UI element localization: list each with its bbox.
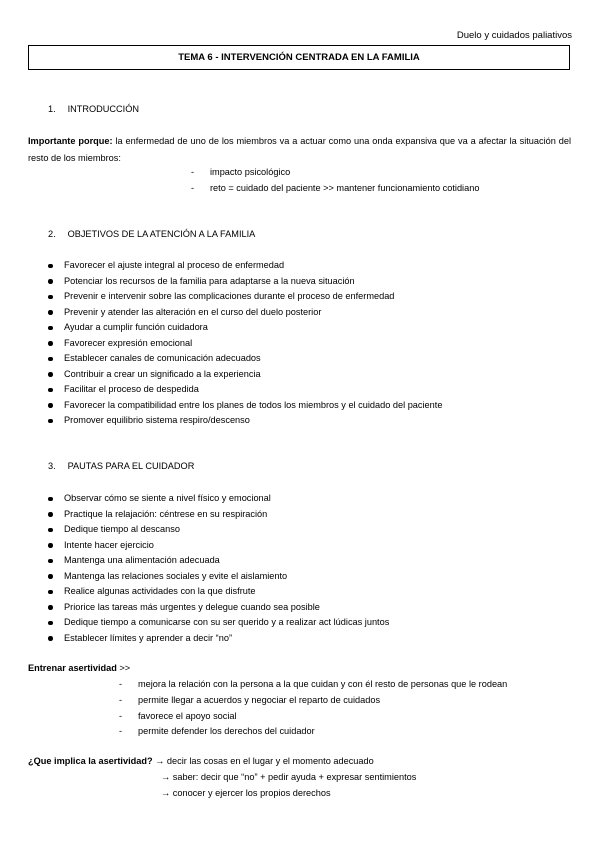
section-title: OBJETIVOS DE LA ATENCIÓN A LA FAMILIA <box>67 229 256 239</box>
list-item: Promover equilibrio sistema respiro/descenso <box>48 413 442 429</box>
bullet-icon <box>48 528 53 533</box>
bullet-icon <box>48 419 53 424</box>
list-item: Favorecer el ajuste integral al proceso de enfermedad <box>48 258 442 274</box>
asertividad-suffix: >> <box>116 663 131 673</box>
topic-title: TEMA 6 - INTERVENCIÓN CENTRADA EN LA FAMILIA <box>178 52 420 63</box>
dash-marker: - <box>119 726 123 736</box>
list-item: Potenciar los recursos de la familia para adaptarse a la nueva situación <box>48 274 442 290</box>
section-heading-introduccion <box>48 104 139 114</box>
intro-text: la enfermedad de uno de los miembros va a actuar como una onda expansiva que va a afectar la situación del resto de los miembros: <box>28 136 572 163</box>
objetivos-list <box>48 258 442 429</box>
arrow-right-icon: → <box>161 788 171 798</box>
list-item: Priorice las tareas más urgentes y delegue cuando sea posible <box>48 600 389 616</box>
topic-title-box <box>28 45 570 70</box>
list-item: Mantenga una alimentación adecuada <box>48 553 389 569</box>
implica-line: → conocer y ejercer los propios derechos <box>161 788 331 798</box>
dash-marker: - <box>191 167 195 177</box>
bullet-icon <box>48 310 53 315</box>
asertividad-point: - mejora la relación con la persona a la que cuidan y con él resto de personas que le rodean <box>119 679 508 689</box>
dash-marker: - <box>119 711 123 721</box>
dash-marker: - <box>119 679 123 689</box>
dash-marker: - <box>119 695 123 705</box>
list-item: Establecer límites y aprender a decir “no” <box>48 631 389 647</box>
bullet-icon <box>48 264 53 269</box>
intro-point-text: impacto psicológico <box>210 167 291 177</box>
dash-marker: - <box>191 183 195 193</box>
intro-point-text: reto = cuidado del paciente >> mantener funcionamiento cotidiano <box>210 183 480 193</box>
bullet-icon <box>48 559 53 564</box>
intro-paragraph <box>28 133 571 167</box>
implica-line: → saber: decir que “no” + pedir ayuda + expresar sentimientos <box>161 772 417 782</box>
list-item: Establecer canales de comunicación adecuados <box>48 351 442 367</box>
list-item: Favorecer la compatibilidad entre los planes de todos los miembros y el cuidado del paciente <box>48 398 442 414</box>
list-item: Prevenir e intervenir sobre las complicaciones durante el proceso de enfermedad <box>48 289 442 305</box>
bullet-icon <box>48 636 53 641</box>
section-heading-pautas <box>48 461 194 471</box>
list-item: Intente hacer ejercicio <box>48 538 389 554</box>
list-item: Realice algunas actividades con la que disfrute <box>48 584 389 600</box>
bullet-icon <box>48 621 53 626</box>
bullet-icon <box>48 512 53 517</box>
arrow-right-icon: → <box>161 772 171 782</box>
section-number: 3. <box>48 461 56 471</box>
implica-bold: ¿Que implica la asertividad? <box>28 756 153 766</box>
list-item: Prevenir y atender las alteración en el curso del duelo posterior <box>48 305 442 321</box>
list-item: Contribuir a crear un significado a la experiencia <box>48 367 442 383</box>
section-title: INTRODUCCIÓN <box>67 104 140 114</box>
pautas-list <box>48 491 389 646</box>
arrow-right-icon: → <box>155 756 165 766</box>
intro-point <box>191 183 479 193</box>
intro-point <box>191 167 290 177</box>
asertividad-heading <box>28 663 130 673</box>
list-item: Mantenga las relaciones sociales y evite el aislamiento <box>48 569 389 585</box>
bullet-icon <box>48 372 53 377</box>
list-item: Observar cómo se siente a nivel físico y emocional <box>48 491 389 507</box>
list-item: Favorecer expresión emocional <box>48 336 442 352</box>
bullet-icon <box>48 590 53 595</box>
list-item: Dedique tiempo a comunicarse con su ser querido y a realizar act lúdicas juntos <box>48 615 389 631</box>
list-item: Facilitar el proceso de despedida <box>48 382 442 398</box>
bullet-icon <box>48 574 53 579</box>
bullet-icon <box>48 388 53 393</box>
intro-bold-lead: Importante porque: <box>28 136 113 146</box>
bullet-icon <box>48 279 53 284</box>
bullet-icon <box>48 341 53 346</box>
section-number: 2. <box>48 229 56 239</box>
asertividad-bold: Entrenar asertividad <box>28 663 117 673</box>
bullet-icon <box>48 497 53 502</box>
bullet-icon <box>48 543 53 548</box>
asertividad-point: - favorece el apoyo social <box>119 711 237 721</box>
running-header: Duelo y cuidados paliativos <box>456 30 572 41</box>
list-item: Ayudar a cumplir función cuidadora <box>48 320 442 336</box>
section-heading-objetivos <box>48 229 255 239</box>
bullet-icon <box>48 357 53 362</box>
asertividad-point: - permite llegar a acuerdos y negociar el reparto de cuidados <box>119 695 381 705</box>
list-item: Practique la relajación: céntrese en su respiración <box>48 507 389 523</box>
section-title: PAUTAS PARA EL CUIDADOR <box>67 461 195 471</box>
asertividad-point: - permite defender los derechos del cuidador <box>119 726 315 736</box>
list-item: Dedique tiempo al descanso <box>48 522 389 538</box>
bullet-icon <box>48 326 53 331</box>
bullet-icon <box>48 403 53 408</box>
section-number: 1. <box>48 104 56 114</box>
bullet-icon <box>48 295 53 300</box>
bullet-icon <box>48 605 53 610</box>
implica-line: ¿Que implica la asertividad? → decir las cosas en el lugar y el momento adecuado <box>28 756 374 766</box>
